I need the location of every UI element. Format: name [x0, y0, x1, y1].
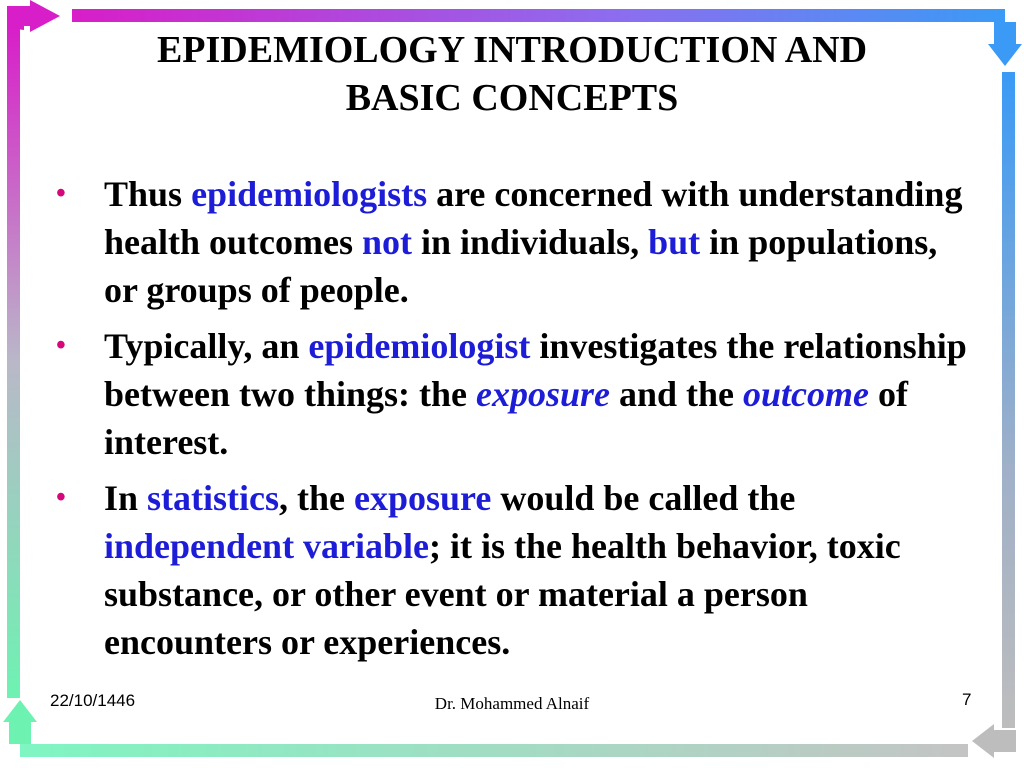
highlight-but: but	[648, 222, 701, 262]
highlight-exposure-italic: exposure	[475, 374, 610, 414]
text-segment: in populations, or groups of people.	[104, 222, 938, 310]
highlight-outcome-italic: outcome	[743, 374, 869, 414]
highlight-not: not	[361, 222, 412, 262]
frame-top-bar	[72, 9, 1005, 22]
arrow-down-icon	[988, 22, 1022, 66]
bullet-item-1	[56, 170, 976, 314]
text-segment: investigates the relationship between two things: the	[104, 326, 967, 414]
slide-title	[100, 26, 924, 122]
footer-author: Dr. Mohammed Alnaif	[434, 694, 590, 713]
highlight-statistics: statistics	[147, 478, 280, 518]
text-segment: of interest.	[104, 374, 908, 462]
text-segment: , the	[279, 478, 355, 518]
frame-right-bar	[1002, 72, 1015, 728]
highlight-epidemiologists: epidemiologists	[191, 174, 428, 214]
text-segment: are concerned with understanding health outcomes	[104, 174, 963, 262]
bullet-item-2	[56, 322, 976, 466]
title-line-2: BASIC CONCEPTS	[345, 77, 679, 119]
footer-date: 22/10/1446	[50, 691, 136, 710]
frame-left-bar	[7, 28, 20, 698]
highlight-epidemiologist: epidemiologist	[308, 326, 531, 366]
text-segment: would be called the	[491, 478, 796, 518]
title-line-1: EPIDEMIOLOGY INTRODUCTION AND	[156, 29, 868, 71]
page-number: 7	[962, 690, 972, 709]
text-segment: in individuals,	[412, 222, 649, 262]
highlight-exposure: exposure	[354, 478, 492, 518]
arrow-right-icon	[7, 0, 60, 32]
text-segment: Thus	[104, 174, 192, 214]
text-segment: Typically, an	[104, 326, 309, 366]
bullet-item-3	[56, 474, 976, 666]
text-segment: ; it is the health behavior, toxic substance, or other event or material a person encounters or experiences.	[104, 526, 901, 662]
bullet-icon: •	[56, 482, 66, 513]
bullet-icon: •	[56, 178, 66, 209]
arrow-left-icon	[972, 724, 1016, 758]
highlight-independent-variable: independent variable	[104, 526, 430, 566]
text-segment: and the	[609, 374, 744, 414]
text-segment: In	[104, 478, 148, 518]
bullet-list	[56, 170, 976, 674]
frame-bottom-bar	[20, 744, 968, 757]
bullet-icon: •	[56, 330, 66, 361]
